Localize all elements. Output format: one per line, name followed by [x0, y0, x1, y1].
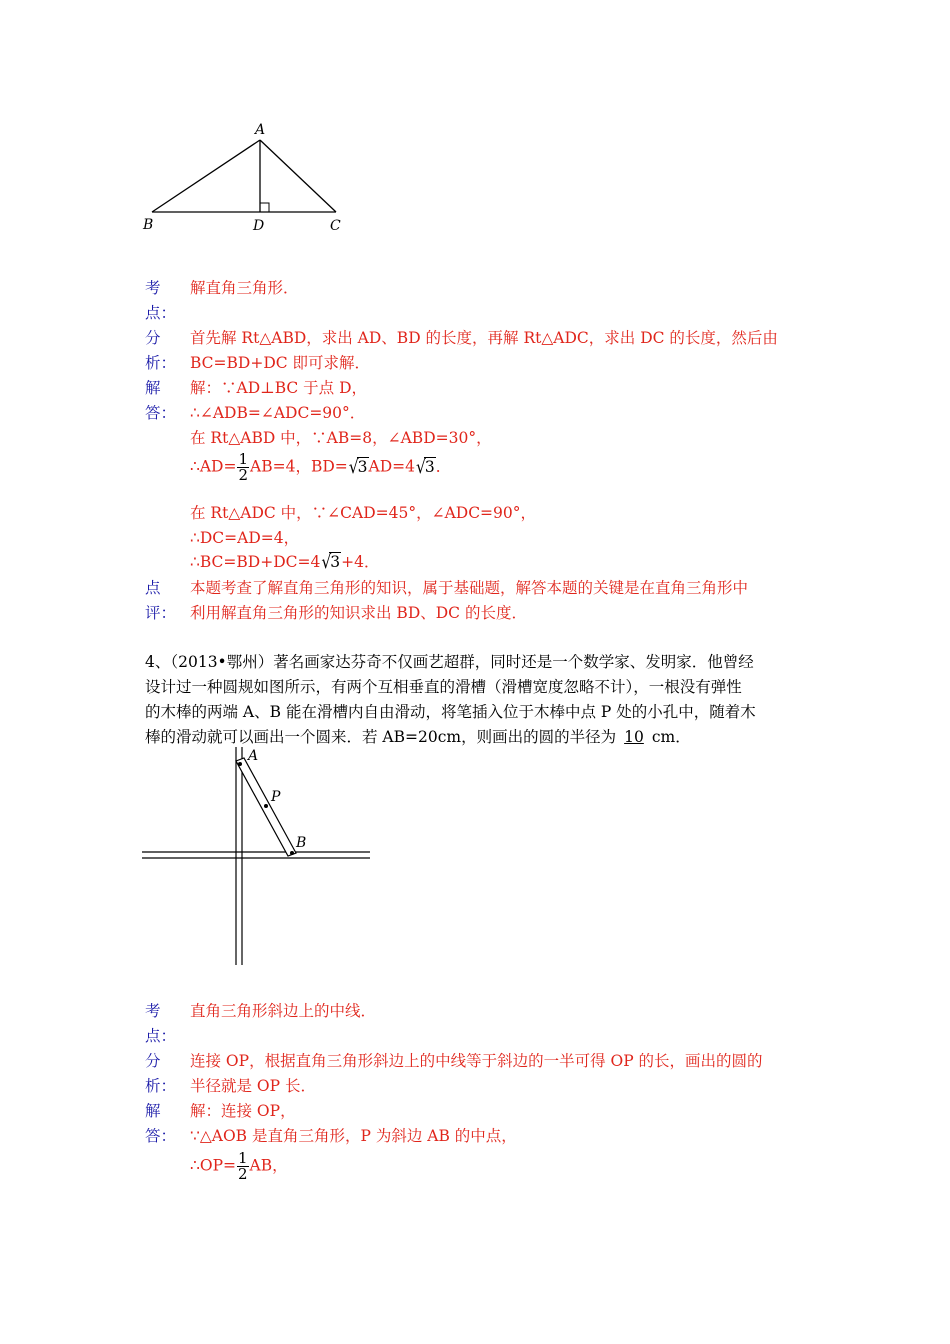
label-a: A — [248, 748, 259, 764]
label-char: 答： — [145, 404, 177, 422]
label-b: B — [143, 217, 154, 233]
text: ∴AD= — [190, 457, 237, 476]
question-line: 设计过一种圆规如图所示，有两个互相垂直的滑槽（滑槽宽度忽略不计），一根没有弹性 — [145, 678, 742, 696]
jieda-label-1 — [145, 376, 185, 426]
label-char: 分 — [145, 329, 161, 347]
sqrt-icon: √ — [348, 455, 359, 478]
text: AB， — [249, 1156, 288, 1175]
text: +4． — [341, 553, 380, 571]
kaodian-text-1: 解直角三角形． — [190, 279, 299, 297]
label-char: 点 — [145, 579, 161, 597]
fraction — [237, 1151, 249, 1182]
label-char: 考 — [145, 279, 161, 297]
label-a: A — [255, 122, 266, 138]
label-char: 点： — [145, 304, 177, 322]
label-char: 点： — [145, 1027, 177, 1045]
compass-figure — [140, 745, 375, 967]
text: ∴OP= — [190, 1156, 236, 1175]
label-char: 析： — [145, 1077, 177, 1095]
solution-line-fraction — [190, 1151, 288, 1182]
right-angle-mark — [260, 203, 269, 212]
sqrt-icon: √ — [321, 551, 332, 573]
question-line: 4、（2013•鄂州）著名画家达芬奇不仅画艺超群，同时还是一个数学家、发明家．他曾经 — [145, 653, 754, 671]
label-b: B — [296, 835, 307, 851]
label-p: P — [271, 789, 281, 805]
radicand: 3 — [330, 553, 341, 571]
triangle-figure — [140, 118, 360, 243]
radicand: 3 — [424, 457, 435, 476]
numerator: 1 — [238, 1149, 248, 1167]
label-char: 考 — [145, 1002, 161, 1020]
text: ． — [435, 457, 452, 476]
fenxi-line: BC=BD+DC 即可求解． — [190, 354, 371, 372]
solution-line: 在 Rt△ABD 中，∵AB=8，∠ABD=30°， — [190, 429, 492, 447]
kaodian-label-1 — [145, 276, 185, 326]
solution-line: ∴DC=AD=4， — [190, 529, 300, 547]
fraction — [237, 452, 249, 483]
solution-line: ∵△AOB 是直角三角形，P 为斜边 AB 的中点， — [190, 1127, 517, 1145]
numerator: 1 — [238, 450, 249, 468]
solution-line — [190, 550, 379, 572]
fenxi-line: 半径就是 OP 长． — [190, 1077, 316, 1095]
solution-line: 解：∵AD⊥BC 于点 D， — [190, 379, 368, 397]
solution-line-fraction — [190, 452, 451, 483]
question-4 — [145, 650, 805, 750]
solution-line: 在 Rt△ADC 中，∵∠CAD=45°，∠ADC=90°， — [190, 504, 537, 522]
fenxi-label-1 — [145, 326, 185, 376]
fenxi-line: 首先解 Rt△ABD，求出 AD、BD 的长度，再解 Rt△ADC，求出 DC 的长度，然后由 — [190, 329, 778, 347]
dianping-label-1 — [145, 576, 185, 626]
denominator: 2 — [238, 1165, 248, 1183]
kaodian-label-2 — [145, 999, 185, 1049]
side-ab — [152, 140, 260, 212]
dianping-line: 本题考查了解直角三角形的知识，属于基础题，解答本题的关键是在直角三角形中 — [190, 579, 749, 597]
fenxi-label-2 — [145, 1049, 185, 1099]
point-a — [238, 762, 242, 766]
label-d: D — [253, 218, 265, 234]
vertical-slot — [236, 747, 242, 965]
point-b — [290, 851, 294, 855]
label-char: 分 — [145, 1052, 161, 1070]
label-char: 解 — [145, 1102, 161, 1120]
solution-line: 解：连接 OP， — [190, 1102, 296, 1120]
text: AD=4 — [368, 457, 416, 476]
label-char: 析： — [145, 354, 177, 372]
kaodian-text-2: 直角三角形斜边上的中线． — [190, 1002, 377, 1020]
horizontal-slot — [142, 852, 370, 858]
fenxi-line: 连接 OP，根据直角三角形斜边上的中线等于斜边的一半可得 OP 的长，画出的圆的 — [190, 1052, 763, 1070]
text: ∴BC=BD+DC=4 — [190, 553, 321, 571]
label-char: 答： — [145, 1127, 177, 1145]
text: 棒的滑动就可以画出一个圆来．若 AB=20cm，则画出的圆的半径为 — [145, 728, 617, 746]
question-line: 的木棒的两端 A、B 能在滑槽内自由滑动，将笔插入位于木棒中点 P 处的小孔中，随着木 — [145, 703, 756, 721]
solution-line: ∴∠ADB=∠ADC=90°． — [190, 404, 366, 422]
jieda-label-2 — [145, 1099, 185, 1149]
radicand: 3 — [357, 457, 368, 476]
text: AB=4，BD= — [250, 457, 348, 476]
dianping-line: 利用解直角三角形的知识求出 BD、DC 的长度． — [190, 604, 527, 622]
label-char: 评： — [145, 604, 177, 622]
text: cm． — [651, 728, 691, 746]
denominator: 2 — [238, 466, 249, 484]
side-ac — [260, 140, 336, 212]
label-c: C — [330, 218, 341, 234]
point-p — [264, 804, 268, 808]
answer-blank: 10 — [624, 728, 644, 746]
label-char: 解 — [145, 379, 161, 397]
sqrt-icon: √ — [416, 455, 426, 478]
